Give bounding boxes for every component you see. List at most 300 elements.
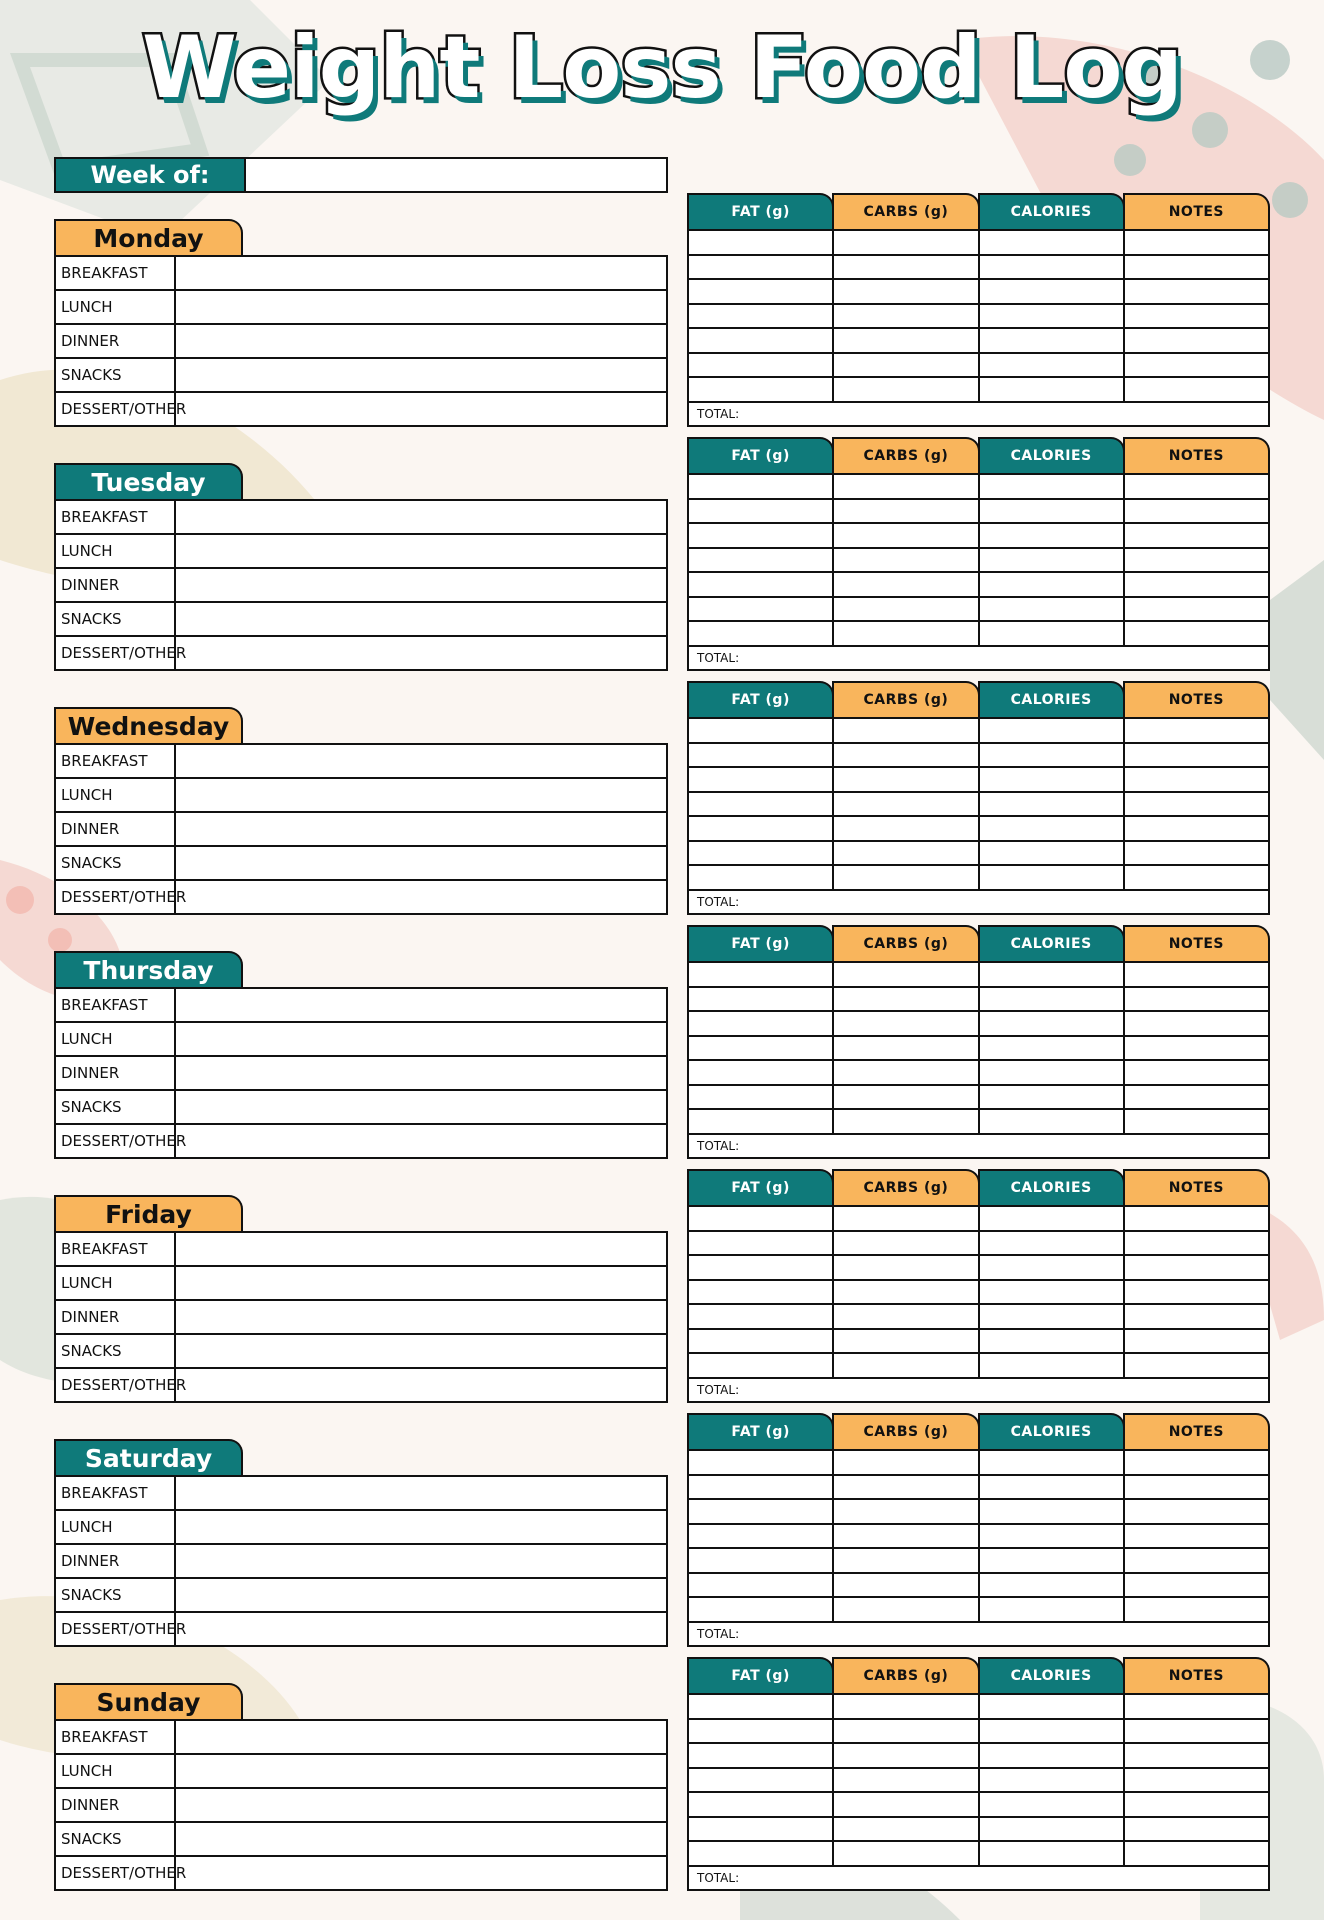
nutrition-cell[interactable] [832,1720,977,1743]
day-block [54,219,668,427]
nutrition-row [689,278,1268,303]
nutrition-row [689,1010,1268,1035]
nutrition-cell[interactable] [832,573,977,596]
nutrition-cell[interactable] [978,1525,1123,1548]
nutrition-cell[interactable] [1123,866,1268,889]
nutrition-cell[interactable] [978,1476,1123,1499]
nutrition-cell[interactable] [832,475,977,498]
nutrition-cell[interactable] [1123,1086,1268,1109]
nutrition-cell[interactable] [978,1793,1123,1816]
nutrition-cell[interactable] [832,963,977,986]
nutrition-cell[interactable] [978,866,1123,889]
nutrition-cell[interactable] [689,549,832,572]
nutrition-cell[interactable] [1123,1305,1268,1328]
nutrition-cell[interactable] [832,378,977,401]
nutrition-cell[interactable] [832,1695,977,1718]
nutrition-row [689,1059,1268,1084]
nutrition-cell[interactable] [832,524,977,547]
nutrition-cell[interactable] [832,1525,977,1548]
meal-label: LUNCH [56,291,176,323]
nutrition-cell[interactable] [1123,1061,1268,1084]
nutrition-cell[interactable] [978,963,1123,986]
nutrition-row [689,254,1268,279]
nutrition-cell[interactable] [832,842,977,865]
nutrition-row [689,1816,1268,1841]
nutrition-cell[interactable] [689,622,832,645]
nutrition-table [687,437,1270,671]
nutrition-cell[interactable] [832,598,977,621]
nutrition-cell[interactable] [978,475,1123,498]
nutrition-cell[interactable] [978,524,1123,547]
nutrition-cell[interactable] [689,1525,832,1548]
nutrition-cell[interactable] [1123,1012,1268,1035]
nutrition-table [687,193,1270,427]
nutrition-cell[interactable] [689,524,832,547]
nutrition-cell[interactable] [832,622,977,645]
nutrition-cell[interactable] [689,842,832,865]
meal-row [56,1265,666,1299]
meal-label: DESSERT/OTHER [56,637,176,669]
meal-row [56,777,666,811]
meal-row [56,745,666,777]
nutrition-column-header: NOTES [1123,1169,1270,1205]
nutrition-cell[interactable] [978,1574,1123,1597]
meal-table [54,499,668,671]
nutrition-cell[interactable] [978,1818,1123,1841]
nutrition-cell[interactable] [1123,1769,1268,1792]
meal-entry-field[interactable] [176,325,666,357]
meal-label: SNACKS [56,359,176,391]
meal-label: BREAKFAST [56,1477,176,1509]
nutrition-cell[interactable] [689,1598,832,1621]
nutrition-cell[interactable] [1123,475,1268,498]
meal-row [56,1543,666,1577]
nutrition-cell[interactable] [978,500,1123,523]
nutrition-cell[interactable] [1123,1232,1268,1255]
nutrition-cell[interactable] [978,817,1123,840]
nutrition-cell[interactable] [978,1110,1123,1133]
nutrition-cell[interactable] [1123,256,1268,279]
meal-entry-field[interactable] [176,813,666,845]
nutrition-cell[interactable] [1123,524,1268,547]
total-row[interactable]: TOTAL: [689,1133,1268,1157]
nutrition-cell[interactable] [832,354,977,377]
nutrition-cell[interactable] [1123,1842,1268,1865]
nutrition-cell[interactable] [689,1061,832,1084]
meal-label: BREAKFAST [56,501,176,533]
total-row[interactable]: TOTAL: [689,645,1268,669]
nutrition-cell[interactable] [689,1256,832,1279]
nutrition-cell[interactable] [978,1256,1123,1279]
nutrition-row [689,475,1268,498]
nutrition-cell[interactable] [978,573,1123,596]
meal-entry-field[interactable] [176,569,666,601]
meal-label: BREAKFAST [56,1721,176,1753]
meal-label: SNACKS [56,1335,176,1367]
nutrition-cell[interactable] [689,1720,832,1743]
nutrition-cell[interactable] [978,1012,1123,1035]
nutrition-cell[interactable] [832,1549,977,1572]
nutrition-cell[interactable] [978,1549,1123,1572]
nutrition-grid [687,1693,1270,1891]
nutrition-cell[interactable] [689,817,832,840]
nutrition-cell[interactable] [1123,1525,1268,1548]
nutrition-cell[interactable] [1123,329,1268,352]
nutrition-cell[interactable] [1123,1500,1268,1523]
meal-entry-field[interactable] [176,603,666,635]
nutrition-cell[interactable] [689,1476,832,1499]
nutrition-cell[interactable] [978,988,1123,1011]
nutrition-cell[interactable] [689,598,832,621]
meal-entry-field[interactable] [176,637,666,669]
nutrition-cell[interactable] [978,1769,1123,1792]
nutrition-cell[interactable] [832,500,977,523]
meal-row [56,323,666,357]
nutrition-cell[interactable] [689,1110,832,1133]
nutrition-header [687,1657,1270,1693]
nutrition-cell[interactable] [1123,842,1268,865]
nutrition-cell[interactable] [978,1598,1123,1621]
nutrition-row [689,742,1268,767]
nutrition-row [689,986,1268,1011]
nutrition-cell[interactable] [1123,963,1268,986]
meal-entry-field[interactable] [176,1511,666,1543]
nutrition-cell[interactable] [1123,744,1268,767]
nutrition-cell[interactable] [689,378,832,401]
meal-row [56,1855,666,1889]
meal-entry-field[interactable] [176,1267,666,1299]
meal-entry-field[interactable] [176,881,666,913]
nutrition-cell[interactable] [689,1354,832,1377]
meal-row [56,1721,666,1753]
nutrition-cell[interactable] [978,598,1123,621]
meal-label: DINNER [56,1545,176,1577]
nutrition-cell[interactable] [978,329,1123,352]
nutrition-row [689,498,1268,523]
nutrition-cell[interactable] [832,1086,977,1109]
meal-entry-field[interactable] [176,1613,666,1645]
nutrition-cell[interactable] [1123,1207,1268,1230]
nutrition-row [689,1791,1268,1816]
nutrition-cell[interactable] [978,1061,1123,1084]
nutrition-row [689,719,1268,742]
meal-label: DESSERT/OTHER [56,1125,176,1157]
meal-entry-field[interactable] [176,1301,666,1333]
meal-entry-field[interactable] [176,1091,666,1123]
nutrition-cell[interactable] [832,280,977,303]
nutrition-cell[interactable] [832,231,977,254]
meal-entry-field[interactable] [176,1023,666,1055]
meal-entry-field[interactable] [176,359,666,391]
meal-entry-field[interactable] [176,1755,666,1787]
nutrition-cell[interactable] [1123,305,1268,328]
nutrition-cell[interactable] [689,1818,832,1841]
week-of-field[interactable] [244,157,668,193]
nutrition-cell[interactable] [832,1500,977,1523]
nutrition-cell[interactable] [689,1207,832,1230]
meal-entry-field[interactable] [176,779,666,811]
total-row[interactable]: TOTAL: [689,889,1268,913]
total-row[interactable]: TOTAL: [689,1865,1268,1889]
nutrition-cell[interactable] [978,549,1123,572]
nutrition-cell[interactable] [832,1354,977,1377]
nutrition-cell[interactable] [832,1744,977,1767]
nutrition-cell[interactable] [978,1354,1123,1377]
nutrition-cell[interactable] [978,1451,1123,1474]
nutrition-cell[interactable] [1123,1451,1268,1474]
nutrition-cell[interactable] [832,1574,977,1597]
nutrition-cell[interactable] [832,768,977,791]
nutrition-cell[interactable] [689,768,832,791]
meal-row [56,989,666,1021]
nutrition-cell[interactable] [1123,500,1268,523]
meal-entry-field[interactable] [176,1369,666,1401]
nutrition-cell[interactable] [832,793,977,816]
nutrition-cell[interactable] [689,573,832,596]
nutrition-cell[interactable] [689,1769,832,1792]
meal-entry-field[interactable] [176,1789,666,1821]
nutrition-cell[interactable] [689,231,832,254]
nutrition-cell[interactable] [1123,1037,1268,1060]
meal-entry-field[interactable] [176,1579,666,1611]
meal-entry-field[interactable] [176,1857,666,1889]
day-tab: Tuesday [54,463,243,499]
nutrition-column-header: FAT (g) [687,1657,834,1693]
nutrition-row [689,620,1268,645]
nutrition-cell[interactable] [978,378,1123,401]
nutrition-cell[interactable] [978,622,1123,645]
meal-entry-field[interactable] [176,1233,666,1265]
meal-entry-field[interactable] [176,1545,666,1577]
nutrition-cell[interactable] [978,1695,1123,1718]
nutrition-row [689,791,1268,816]
nutrition-cell[interactable] [978,1842,1123,1865]
nutrition-cell[interactable] [1123,231,1268,254]
nutrition-column-header: NOTES [1123,193,1270,229]
meal-entry-field[interactable] [176,1721,666,1753]
meal-row [56,601,666,635]
meal-entry-field[interactable] [176,1335,666,1367]
meal-row [56,1233,666,1265]
nutrition-cell[interactable] [832,305,977,328]
nutrition-cell[interactable] [1123,1818,1268,1841]
nutrition-cell[interactable] [1123,622,1268,645]
nutrition-cell[interactable] [689,1574,832,1597]
nutrition-cell[interactable] [832,1207,977,1230]
nutrition-cell[interactable] [1123,1793,1268,1816]
nutrition-cell[interactable] [978,744,1123,767]
nutrition-cell[interactable] [689,1451,832,1474]
nutrition-cell[interactable] [832,1842,977,1865]
meal-entry-field[interactable] [176,257,666,289]
nutrition-cell[interactable] [832,1012,977,1035]
nutrition-column-header: CALORIES [978,1169,1125,1205]
nutrition-cell[interactable] [978,1305,1123,1328]
nutrition-cell[interactable] [689,1330,832,1353]
nutrition-cell[interactable] [832,866,977,889]
nutrition-cell[interactable] [832,744,977,767]
nutrition-cell[interactable] [832,1281,977,1304]
nutrition-cell[interactable] [832,1256,977,1279]
nutrition-cell[interactable] [978,1281,1123,1304]
nutrition-cell[interactable] [832,1061,977,1084]
nutrition-cell[interactable] [689,1500,832,1523]
nutrition-cell[interactable] [832,1476,977,1499]
nutrition-cell[interactable] [689,1232,832,1255]
meal-entry-field[interactable] [176,1057,666,1089]
nutrition-cell[interactable] [978,1744,1123,1767]
nutrition-cell[interactable] [1123,793,1268,816]
nutrition-cell[interactable] [832,988,977,1011]
nutrition-cell[interactable] [978,280,1123,303]
nutrition-cell[interactable] [689,1012,832,1035]
nutrition-cell[interactable] [689,793,832,816]
nutrition-cell[interactable] [689,744,832,767]
nutrition-cell[interactable] [1123,1549,1268,1572]
nutrition-cell[interactable] [689,305,832,328]
nutrition-cell[interactable] [689,866,832,889]
total-row[interactable]: TOTAL: [689,1377,1268,1401]
nutrition-cell[interactable] [1123,1476,1268,1499]
nutrition-cell[interactable] [689,475,832,498]
day-tab: Wednesday [54,707,243,743]
meal-entry-field[interactable] [176,1477,666,1509]
nutrition-cell[interactable] [1123,817,1268,840]
nutrition-cell[interactable] [689,1549,832,1572]
nutrition-row [689,1328,1268,1353]
nutrition-cell[interactable] [1123,1720,1268,1743]
nutrition-cell[interactable] [978,354,1123,377]
nutrition-cell[interactable] [689,1086,832,1109]
nutrition-cell[interactable] [689,354,832,377]
nutrition-cell[interactable] [832,256,977,279]
nutrition-cell[interactable] [1123,1744,1268,1767]
nutrition-cell[interactable] [1123,719,1268,742]
nutrition-cell[interactable] [832,1232,977,1255]
nutrition-cell[interactable] [832,1451,977,1474]
nutrition-cell[interactable] [978,1720,1123,1743]
meal-table [54,255,668,427]
nutrition-row [689,1840,1268,1865]
nutrition-cell[interactable] [1123,598,1268,621]
nutrition-header [687,1413,1270,1449]
nutrition-cell[interactable] [689,280,832,303]
meal-entry-field[interactable] [176,501,666,533]
nutrition-cell[interactable] [832,549,977,572]
nutrition-cell[interactable] [832,1818,977,1841]
meal-row [56,811,666,845]
nutrition-cell[interactable] [689,988,832,1011]
nutrition-cell[interactable] [832,329,977,352]
nutrition-column-header: CALORIES [978,193,1125,229]
meal-entry-field[interactable] [176,745,666,777]
nutrition-cell[interactable] [1123,280,1268,303]
nutrition-cell[interactable] [978,305,1123,328]
nutrition-cell[interactable] [832,817,977,840]
nutrition-cell[interactable] [832,719,977,742]
nutrition-cell[interactable] [1123,549,1268,572]
meal-entry-field[interactable] [176,989,666,1021]
nutrition-cell[interactable] [689,1037,832,1060]
meal-entry-field[interactable] [176,1125,666,1157]
nutrition-cell[interactable] [832,1110,977,1133]
meal-row [56,1753,666,1787]
nutrition-cell[interactable] [978,1500,1123,1523]
nutrition-cell[interactable] [978,231,1123,254]
nutrition-cell[interactable] [689,719,832,742]
nutrition-cell[interactable] [689,1793,832,1816]
meal-entry-field[interactable] [176,535,666,567]
nutrition-cell[interactable] [978,719,1123,742]
nutrition-cell[interactable] [1123,573,1268,596]
meal-label: BREAKFAST [56,989,176,1021]
total-row[interactable]: TOTAL: [689,1621,1268,1645]
nutrition-cell[interactable] [689,256,832,279]
nutrition-cell[interactable] [689,329,832,352]
meal-entry-field[interactable] [176,291,666,323]
nutrition-cell[interactable] [689,963,832,986]
nutrition-cell[interactable] [978,793,1123,816]
nutrition-cell[interactable] [978,256,1123,279]
nutrition-cell[interactable] [832,1793,977,1816]
nutrition-column-header: NOTES [1123,925,1270,961]
day-block [54,1439,668,1647]
meal-label: DESSERT/OTHER [56,881,176,913]
nutrition-cell[interactable] [1123,1110,1268,1133]
nutrition-cell[interactable] [978,1330,1123,1353]
nutrition-cell[interactable] [978,1086,1123,1109]
nutrition-cell[interactable] [832,1037,977,1060]
nutrition-cell[interactable] [1123,1574,1268,1597]
nutrition-cell[interactable] [978,1232,1123,1255]
nutrition-cell[interactable] [1123,1354,1268,1377]
nutrition-cell[interactable] [978,1037,1123,1060]
nutrition-cell[interactable] [1123,1281,1268,1304]
nutrition-cell[interactable] [832,1598,977,1621]
nutrition-cell[interactable] [978,768,1123,791]
nutrition-cell[interactable] [832,1330,977,1353]
meal-entry-field[interactable] [176,1823,666,1855]
nutrition-grid [687,961,1270,1159]
total-row[interactable]: TOTAL: [689,401,1268,425]
nutrition-cell[interactable] [1123,1598,1268,1621]
nutrition-cell[interactable] [1123,354,1268,377]
nutrition-cell[interactable] [1123,768,1268,791]
meal-entry-field[interactable] [176,393,666,425]
nutrition-cell[interactable] [1123,378,1268,401]
nutrition-cell[interactable] [832,1305,977,1328]
day-block [54,1195,668,1403]
nutrition-cell[interactable] [689,1281,832,1304]
nutrition-cell[interactable] [1123,1256,1268,1279]
nutrition-cell[interactable] [1123,988,1268,1011]
nutrition-cell[interactable] [832,1769,977,1792]
nutrition-row [689,571,1268,596]
nutrition-cell[interactable] [1123,1695,1268,1718]
nutrition-cell[interactable] [978,1207,1123,1230]
nutrition-cell[interactable] [978,842,1123,865]
meal-entry-field[interactable] [176,847,666,879]
nutrition-cell[interactable] [689,500,832,523]
nutrition-cell[interactable] [1123,1330,1268,1353]
nutrition-cell[interactable] [689,1842,832,1865]
nutrition-cell[interactable] [689,1305,832,1328]
meal-label: DINNER [56,1057,176,1089]
nutrition-cell[interactable] [689,1744,832,1767]
nutrition-cell[interactable] [689,1695,832,1718]
nutrition-table [687,1657,1270,1891]
nutrition-row [689,1084,1268,1109]
